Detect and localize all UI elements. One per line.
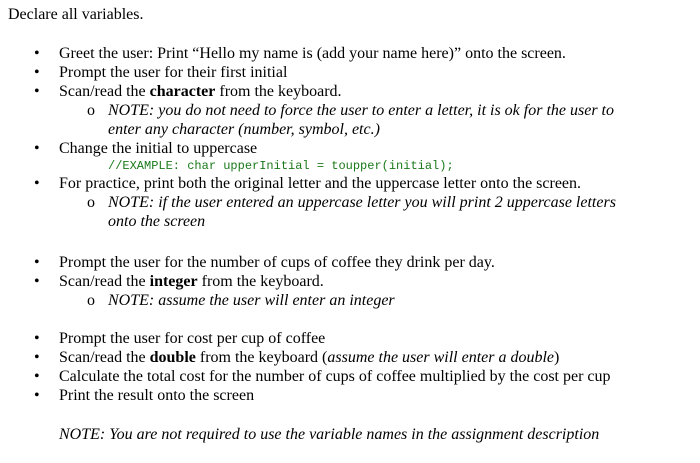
list-item: • Prompt the user for the number of cups of coffee they drink per day. xyxy=(34,254,495,271)
list-item: • Prompt the user for their first initial xyxy=(34,64,288,81)
list-item: • Calculate the total cost for the number of cups of coffee multiplied by the cost per cup xyxy=(34,368,611,385)
list-item: • Change the initial to uppercase xyxy=(34,140,258,157)
list-item: • For practice, print both the original letter and the uppercase letter onto the screen. xyxy=(34,175,582,192)
list-item: • Scan/read the integer from the keyboard. xyxy=(34,273,324,290)
bullet-icon: • xyxy=(34,175,40,192)
bullet-icon: • xyxy=(34,64,40,81)
bullet-icon: • xyxy=(34,330,40,347)
sub-bullet-icon: o xyxy=(87,292,95,309)
sub-list-item: o NOTE: you do not need to force the user to enter a letter, it is ok for the user to xyxy=(87,102,614,119)
sub-bullet-icon: o xyxy=(87,102,95,119)
section-cost xyxy=(0,329,700,405)
section-cups xyxy=(0,253,700,310)
code-example: //EXAMPLE: char upperInitial = toupper(initial); xyxy=(108,159,454,173)
final-note: NOTE: You are not required to use the variable names in the assignment description xyxy=(59,426,600,443)
bullet-icon: • xyxy=(34,254,40,271)
bullet-icon: • xyxy=(34,368,40,385)
sub-bullet-icon: o xyxy=(87,194,95,211)
sub-list-item: o NOTE: if the user entered an uppercase letter you will print 2 uppercase letters xyxy=(87,194,616,211)
list-item: • Scan/read the double from the keyboard (assume the user will enter a double) xyxy=(34,349,560,366)
keyword-character: character xyxy=(149,83,216,100)
bullet-icon: • xyxy=(34,140,40,157)
sub-list-item-continuation: onto the screen xyxy=(108,213,206,230)
bullet-icon: • xyxy=(34,45,40,62)
bullet-icon: • xyxy=(34,83,40,100)
keyword-double: double xyxy=(149,349,196,366)
list-item: • Prompt the user for cost per cup of coffee xyxy=(34,330,326,347)
heading: Declare all variables. xyxy=(8,6,144,23)
list-item: • Scan/read the character from the keyboard. xyxy=(34,83,342,100)
bullet-icon: • xyxy=(34,387,40,404)
sub-list-item-continuation: enter any character (number, symbol, etc.) xyxy=(108,121,380,138)
section-initial xyxy=(0,44,700,231)
sub-list-item: o NOTE: assume the user will enter an integer xyxy=(87,292,395,309)
bullet-icon: • xyxy=(34,273,40,290)
list-item: • Print the result onto the screen xyxy=(34,387,255,404)
bullet-icon: • xyxy=(34,349,40,366)
list-item: • Greet the user: Print “Hello my name is (add your name here)” onto the screen. xyxy=(34,45,566,62)
keyword-integer: integer xyxy=(149,273,198,290)
